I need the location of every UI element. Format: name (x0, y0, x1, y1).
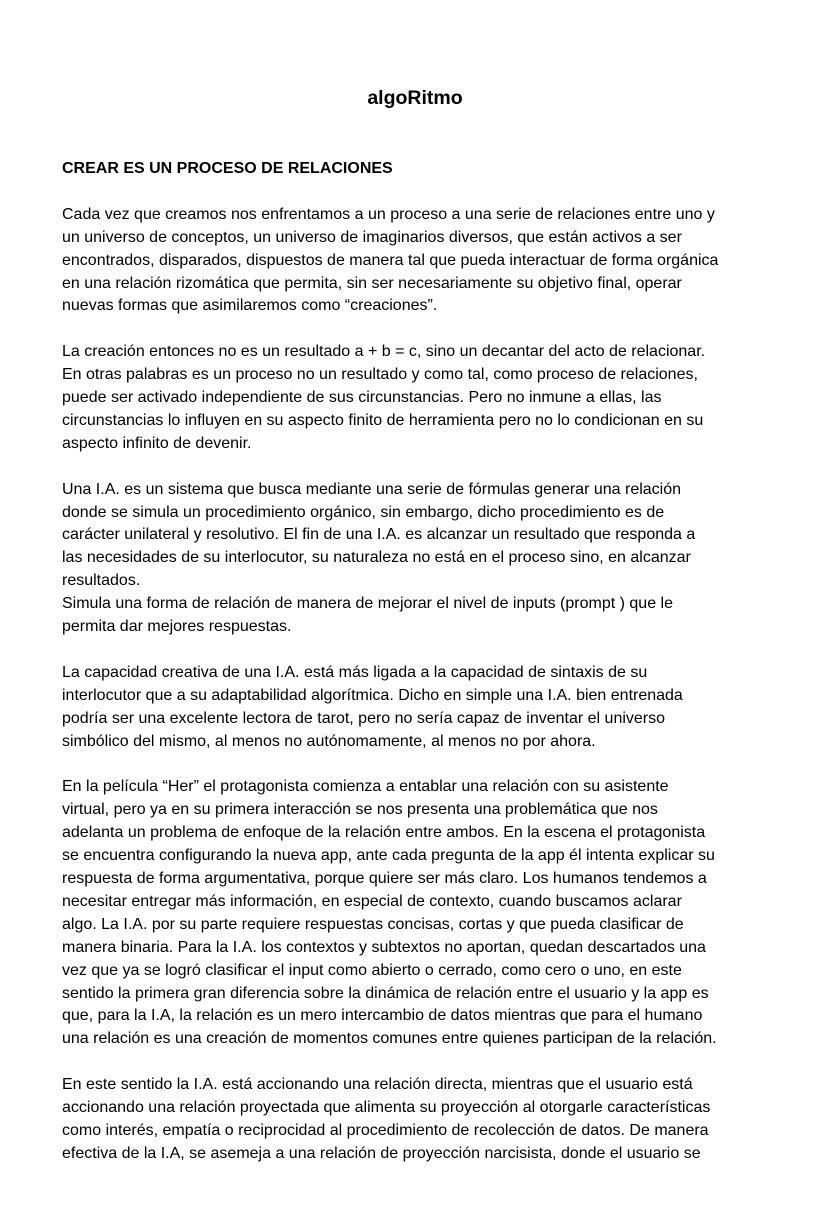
text-line: Simula una forma de relación de manera de mejorar el nivel de inputs (prompt ) que le (62, 595, 673, 613)
text-line: como interés, empatía o reciprocidad al procedimiento de recolección de datos. De manera (62, 1121, 709, 1139)
text-line: virtual, pero ya en su primera interacción se nos presenta una problemática que nos (62, 801, 658, 819)
text-line: encontrados, disparados, dispuestos de manera tal que pueda interactuar de forma orgánica (62, 251, 719, 269)
text-line: interlocutor que a su adaptabilidad algorítmica. Dicho en simple una I.A. bien entrenada (62, 686, 683, 704)
document-body (62, 158, 782, 1189)
text-line: puede ser activado independiente de sus circunstancias. Pero no inmune a ellas, las (62, 389, 662, 407)
body-paragraph (62, 204, 782, 319)
section-heading: CREAR ES UN PROCESO DE RELACIONES (62, 160, 393, 177)
text-line: circunstancias lo influyen en su aspecto finito de herramienta pero no lo condicionan en su (62, 411, 704, 429)
text-line: simbólico del mismo, al menos no autónomamente, al menos no por ahora. (62, 732, 596, 750)
text-line: las necesidades de su interlocutor, su naturaleza no está en el proceso sino, en alcanzar (62, 549, 691, 567)
text-line: En la película “Her” el protagonista comienza a entablar una relación con su asistente (62, 778, 669, 796)
text-line: manera binaria. Para la I.A. los contextos y subtextos no aportan, quedan descartados una (62, 938, 706, 956)
text-line: adelanta un problema de enfoque de la relación entre ambos. En la escena el protagonista (62, 824, 706, 842)
text-line: algo. La I.A. por su parte requiere respuestas concisas, cortas y que pueda clasificar de (62, 915, 684, 933)
text-line: que, para la I.A, la relación es un mero intercambio de datos mientras que para el humano (62, 1007, 703, 1025)
text-line: nuevas formas que asimilaremos como “creaciones”. (62, 297, 438, 315)
text-line: podría ser una excelente lectora de tarot, pero no sería capaz de inventar el universo (62, 709, 666, 727)
text-line: La capacidad creativa de una I.A. está más ligada a la capacidad de sintaxis de su (62, 663, 648, 681)
text-line: una relación es una creación de momentos comunes entre quienes participan de la relación. (62, 1030, 717, 1048)
text-line: en una relación rizomática que permita, sin ser necesariamente su objetivo final, operar (62, 274, 682, 292)
body-paragraph (62, 479, 782, 639)
text-line: permita dar mejores respuestas. (62, 618, 292, 636)
text-line: efectiva de la I.A, se asemeja a una relación de proyección narcisista, donde el usuario se (62, 1144, 701, 1162)
document-title: algoRitmo (367, 87, 463, 109)
text-line: Una I.A. es un sistema que busca mediante una serie de fórmulas generar una relación (62, 480, 682, 498)
text-line: donde se simula un procedimiento orgánico, sin embargo, dicho procedimiento es de (62, 503, 665, 521)
text-line: resultados. (62, 572, 141, 590)
text-line: carácter unilateral y resolutivo. El fin de una I.A. es alcanzar un resultado que responda a (62, 526, 696, 544)
text-line: La creación entonces no es un resultado a + b = c, sino un decantar del acto de relacionar. (62, 343, 706, 361)
body-paragraph (62, 662, 782, 754)
text-line: sentido la primera gran diferencia sobre la dinámica de relación entre el usuario y la app es (62, 984, 709, 1002)
text-line: Cada vez que creamos nos enfrentamos a un proceso a una serie de relaciones entre uno y (62, 205, 715, 223)
text-line: aspecto infinito de devenir. (62, 434, 252, 452)
text-line: respuesta de forma argumentativa, porque quiere ser más claro. Los humanos tendemos a (62, 870, 707, 888)
body-paragraph (62, 776, 782, 1051)
text-line: accionando una relación proyectada que alimenta su proyección al otorgarle características (62, 1099, 711, 1117)
paragraph-list (62, 204, 782, 1166)
body-paragraph (62, 341, 782, 456)
text-line: vez que ya se logró clasificar el input como abierto o cerrado, como cero o uno, en este (62, 961, 682, 979)
text-line: En otras palabras es un proceso no un resultado y como tal, como proceso de relaciones, (62, 366, 698, 384)
body-paragraph (62, 1074, 782, 1166)
text-line: se encuentra configurando la nueva app, ante cada pregunta de la app él intenta explicar su (62, 847, 715, 865)
text-line: En este sentido la I.A. está accionando una relación directa, mientras que el usuario está (62, 1076, 693, 1094)
text-line: necesitar entregar más información, en especial de contexto, cuando buscamos aclarar (62, 892, 682, 910)
text-line: un universo de conceptos, un universo de imaginarios diversos, que están activos a ser (62, 228, 682, 246)
